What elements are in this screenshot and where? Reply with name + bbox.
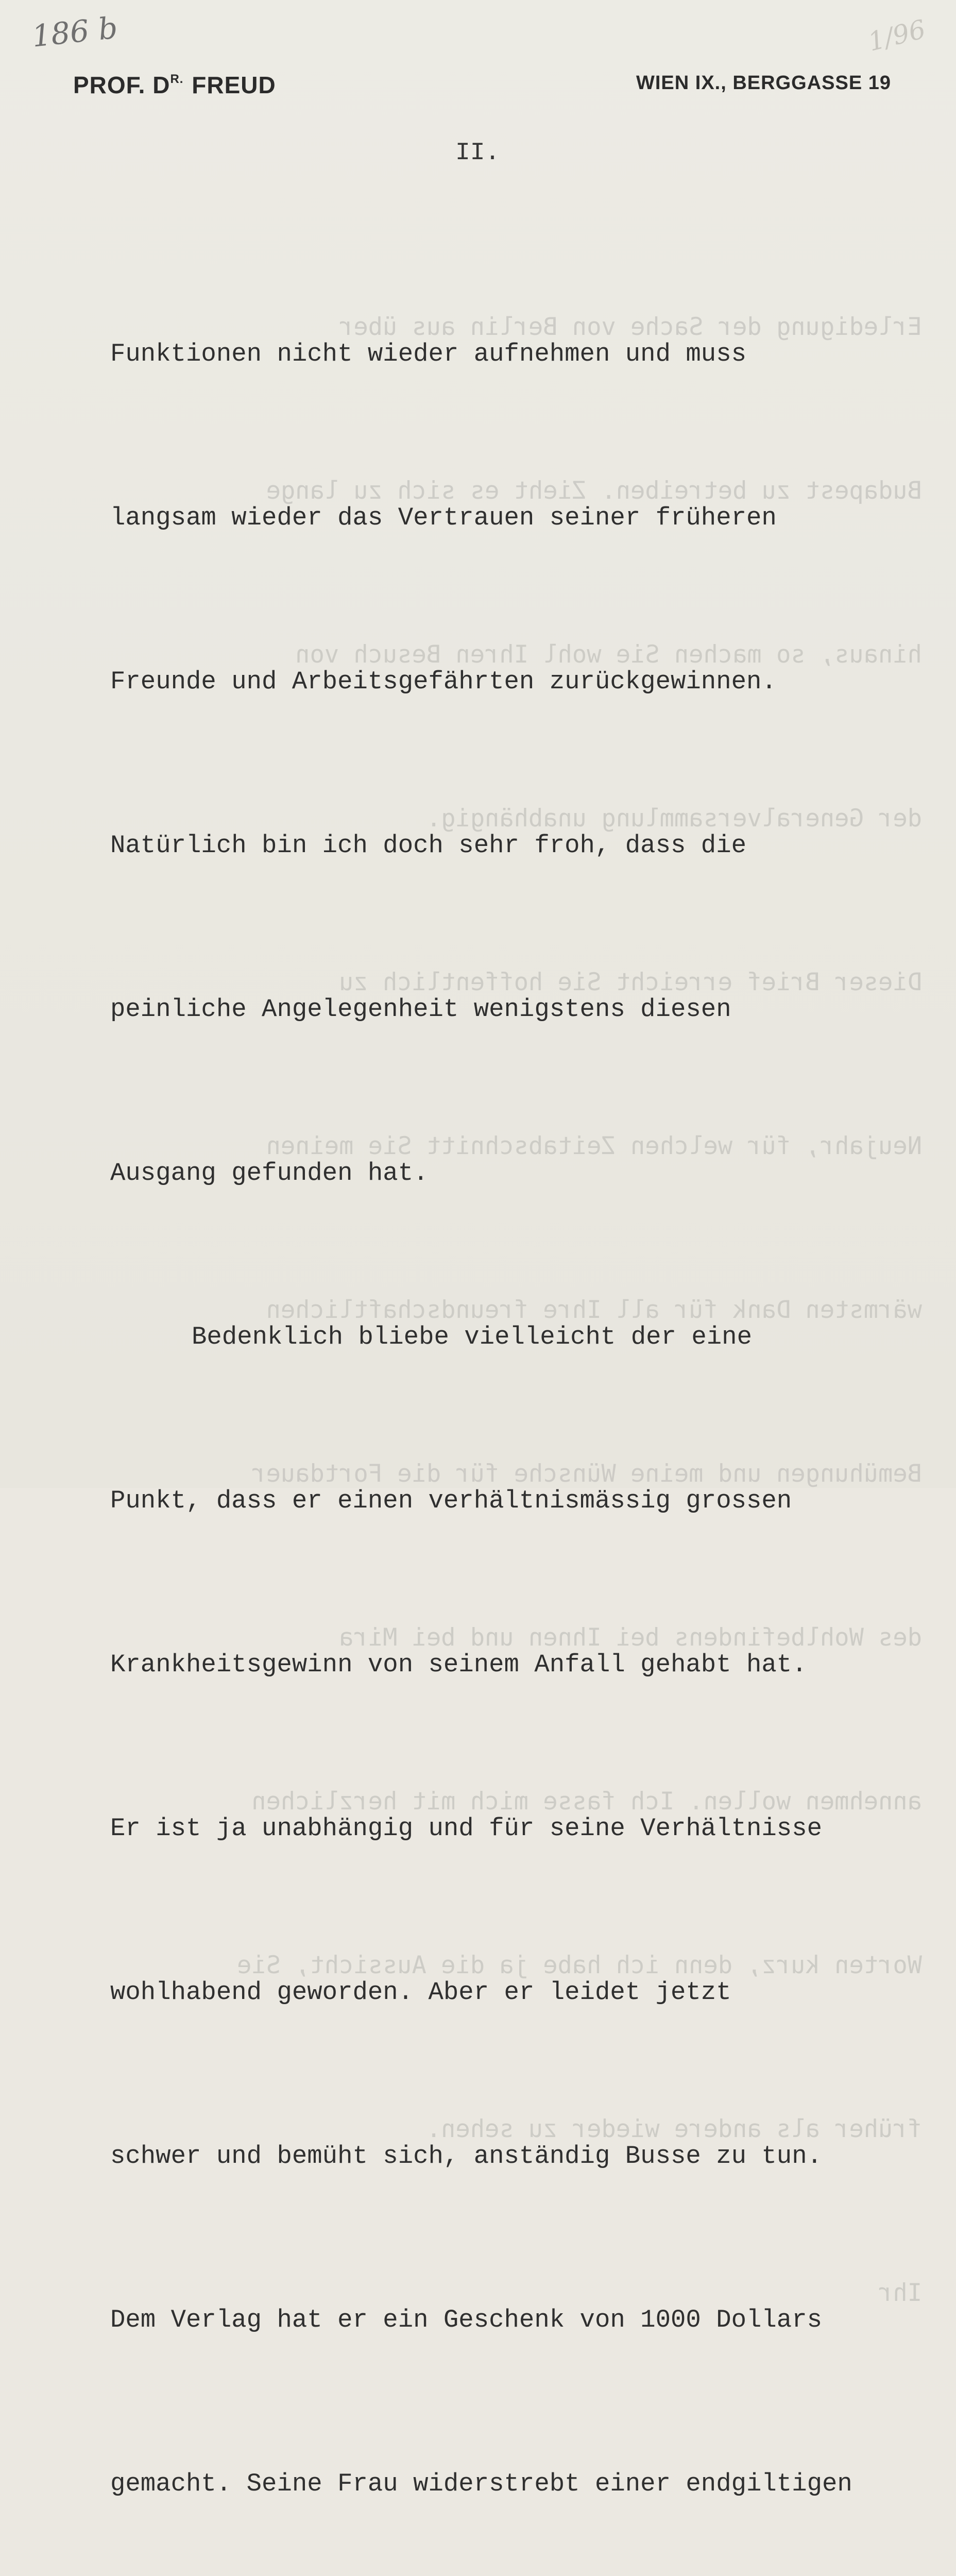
body-line: gemacht. Seine Frau widerstrebt einer endgiltigen <box>110 2469 852 2498</box>
body-line: peinliche Angelegenheit wenigstens diesen <box>110 995 731 1024</box>
bleed-through-line: annehmen wollen. Ich fasse mich mit herzlichen <box>251 1787 922 1816</box>
bleed-through-line: wärmsten Dank für all Ihre freundschaftlichen <box>266 1296 922 1324</box>
bleed-through-line: hinaus, so machen Sie wohl Ihren Besuch von <box>295 640 922 669</box>
body-line: wohlhabend geworden. Aber er leidet jetzt <box>110 1978 731 2007</box>
body-line: Punkt, dass er einen verhältnismässig grossen <box>110 1486 792 1515</box>
bleed-through-line: Worten kurz, denn ich habe ja die Aussicht, Sie <box>237 1951 922 1979</box>
bleed-through-line: der Generalversammlung unabhängig. <box>426 804 922 833</box>
body-line: schwer und bemüht sich, anständig Busse zu tun. <box>110 2142 823 2171</box>
letter-body <box>110 217 945 2576</box>
bleed-through-line: Dieser Brief erreicht Sie hoffentlich zu <box>339 968 922 996</box>
body-line: Natürlich bin ich doch sehr froh, dass die <box>110 831 747 860</box>
sender-title: PROF. D <box>73 72 170 98</box>
body-line: Er ist ja unabhängig und für seine Verhältnisse <box>110 1814 823 1843</box>
paragraph-start-line: Bedenklich bliebe vielleicht der eine <box>192 1323 752 1351</box>
letterhead-address: WIEN IX., BERGGASSE 19 <box>636 72 891 94</box>
letterhead-sender <box>73 71 276 99</box>
page-number: II. <box>455 139 500 167</box>
bleed-through-line: Neujahr, für welchen Zeitabschnitt Sie meinen <box>266 1132 922 1160</box>
folio-annotation: 1/96 <box>865 14 929 57</box>
body-line: Krankheitsgewinn von seinem Anfall gehabt hat. <box>110 1650 807 1679</box>
body-line: Freunde und Arbeitsgefährten zurückgewinnen. <box>110 667 777 696</box>
body-line: Dem Verlag hat er ein Geschenk von 1000 Dollars <box>110 2306 823 2334</box>
body-line: Funktionen nicht wieder aufnehmen und muss <box>110 340 747 368</box>
body-line: Ausgang gefunden hat. <box>110 1159 429 1188</box>
bleed-through-line: Bemühungen und meine Wünsche für die Fortdauer <box>251 1460 922 1488</box>
bleed-through-line: Ihr <box>878 2279 922 2307</box>
body-line: langsam wieder das Vertrauen seiner früheren <box>110 503 777 532</box>
bleed-through-line: Budapest zu betreiben. Zieht es sich zu lange <box>266 477 922 505</box>
bleed-through-line: früher als andere wieder zu sehen. <box>426 2115 922 2143</box>
sender-surname: FREUD <box>192 72 276 98</box>
archive-number-annotation: 186 b <box>30 10 120 54</box>
bleed-through-line: Erledigung der Sache von Berlin aus über <box>339 313 922 341</box>
bleed-through-line: des Wohlbefindens bei Ihnen und bei Mira <box>339 1623 922 1652</box>
sender-title-superscript: R. <box>170 72 184 86</box>
